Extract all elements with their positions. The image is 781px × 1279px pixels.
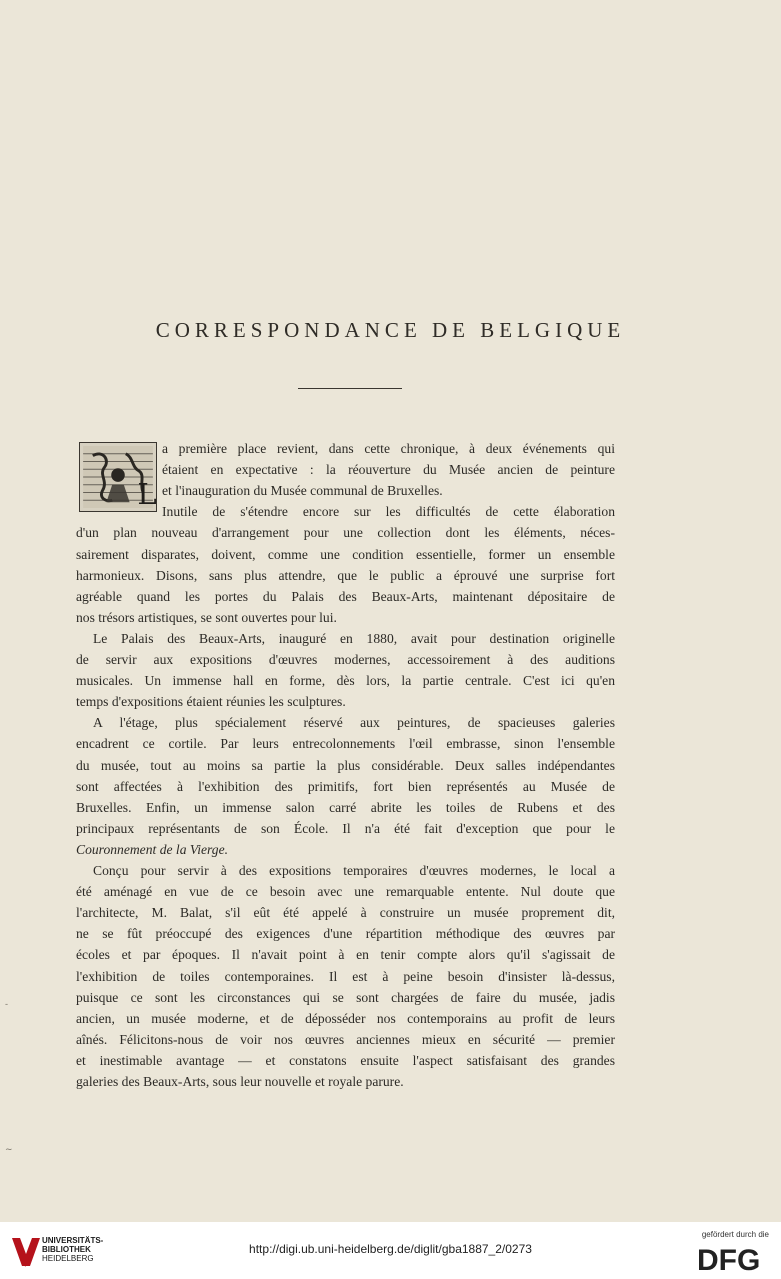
text-line: Conçu pour servir à des expositions temporaires d'œuvres modernes, le local a	[93, 863, 615, 878]
library-name-line: BIBLIOTHEK	[42, 1245, 91, 1254]
margin-tick: ~	[5, 1145, 13, 1155]
footer-bar	[0, 1222, 781, 1279]
text-line: Inutile de s'étendre encore sur les difficultés de cette élaboration	[162, 504, 615, 520]
library-name-line: UNIVERSITÄTS-	[42, 1236, 104, 1245]
text-line: et l'inauguration du Musée communal de Bruxelles.	[162, 483, 443, 499]
text-line: A l'étage, plus spécialement réservé aux peintures, de spacieuses galeries	[93, 715, 615, 731]
text-line: agréable quand les portes du Palais des Beaux-Arts, maintenant dépositaire de	[76, 588, 615, 604]
text-line: ancien, un musée moderne, et de déposséder nos contemporains au profit de leurs	[76, 1010, 615, 1026]
text-line: nos trésors artistiques, se sont ouvertes pour lui.	[76, 609, 337, 625]
margin-tick: -	[5, 1000, 9, 1010]
dfg-logo-icon[interactable]	[695, 1242, 769, 1277]
text-line: harmonieux. Disons, sans plus attendre, que le public a éprouvé une surprise fort	[76, 567, 615, 583]
text-line: d'un plan nouveau d'arrangement pour une collection dont les éléments, néces-	[76, 525, 615, 541]
text-line: Bruxelles. Enfin, un immense salon carré abrite les toiles de Rubens et des	[76, 799, 615, 815]
text-line: encadrent ce cortile. Par leurs entrecolonnements l'œil embrasse, sinon l'ensemble	[76, 736, 615, 752]
library-name-line: HEIDELBERG	[42, 1254, 94, 1263]
text-line: l'exhibition de toiles contemporaines. Il est à peine besoin d'insister là-dessus,	[76, 968, 615, 984]
permalink-url[interactable]: http://digi.ub.uni-heidelberg.de/diglit/gba1887_2/0273	[249, 1242, 532, 1256]
text-line: temps d'expositions étaient réunies les sculptures.	[76, 694, 346, 710]
text-line: aînés. Félicitons-nous de voir nos œuvres anciennes mieux en sécurité — premier	[76, 1031, 615, 1047]
text-line: ne se fût préoccupé des exigences d'une répartition méthodique des œuvres par	[76, 926, 615, 942]
text-line: du musée, tout au moins sa partie la plus considérable. Deux salles indépendantes	[76, 757, 615, 773]
text-line: sont affectées à l'exhibition des primitifs, fort bien représentés au Musée de	[76, 778, 615, 794]
text-line: puisque ce sont les circonstances qui se sont chargées de faire du musée, jadis	[76, 989, 615, 1005]
ornament-icon	[83, 446, 157, 512]
text-line: l'architecte, M. Balat, s'il eût été appelé à construire un musée proprement dit,	[76, 905, 615, 921]
text-line: a première place revient, dans cette chronique, à deux événements qui	[162, 441, 615, 456]
svg-text:DFG: DFG	[697, 1244, 761, 1277]
text-line: écoles et par époques. Il n'avait point à en tenir compte alors qu'il s'agissait de	[76, 947, 615, 963]
text-line: galeries des Beaux-Arts, sous leur nouvelle et royale parure.	[76, 1074, 404, 1089]
text-line: principaux représentants de son École. Il n'a été fait d'exception que pour le	[76, 820, 615, 836]
title-rule	[298, 388, 402, 389]
page-title: CORRESPONDANCE DE BELGIQUE	[155, 318, 626, 342]
funding-caption: gefördert durch die	[701, 1230, 769, 1239]
text-line: étaient en expectative : la réouverture du Musée ancien de peinture	[162, 462, 615, 478]
dropcap-letter: L	[137, 477, 157, 512]
text-line: Couronnement de la Vierge.	[76, 841, 229, 857]
text-line: et inestimable avantage — et constatons ensuite l'aspect satisfaisant des grandes	[76, 1052, 615, 1068]
text-line: musicales. Un immense hall en forme, dès lors, la partie centrale. C'est ici qu'en	[76, 673, 615, 689]
text-line: de servir aux expositions d'œuvres modernes, accessoirement à des auditions	[76, 652, 615, 667]
text-line: été aménagé en vue de ce besoin avec une remarquable entente. Nul doute que	[76, 884, 615, 900]
text-line: sairement disparates, doivent, comme une condition essentielle, former un ensemble	[76, 546, 615, 562]
dropcap-ornament	[79, 442, 157, 512]
text-line: Le Palais des Beaux-Arts, inauguré en 1880, avait pour destination originelle	[93, 630, 615, 646]
